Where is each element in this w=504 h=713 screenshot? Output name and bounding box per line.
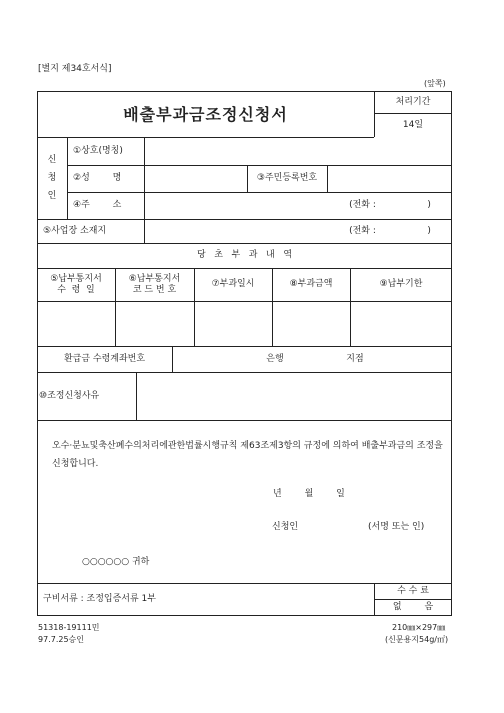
business-name-label: ①상호(명칭) [73,145,123,156]
form-approval-code: 51318-19111민 [38,623,100,632]
levy-amount-header: ⑧부과금액 [289,279,333,289]
form-approval-date: 97.7.25승인 [38,635,84,644]
adjustment-reason-label: ⑩조정신청사유 [39,390,100,401]
levy-date-header: ⑦부과일시 [211,279,255,289]
divider [144,137,145,219]
processing-period-value: 14일 [402,119,424,130]
applicant-signature-label: 신청인 [272,522,299,532]
addressee: ○○○○○○ 귀하 [82,557,150,567]
divider [172,346,173,372]
date-line: 년 월 일 [273,489,345,499]
divider [144,219,145,243]
divider [37,420,452,421]
bank-label: 은행 [266,353,284,364]
name-label: ②성 명 [73,173,122,183]
paper-type: (신문용지54g/㎡) [385,635,449,644]
notice-receipt-date-header: ⑤납부통지서 수 령 일 [50,273,102,295]
payment-deadline-header: ⑨납부기한 [379,279,423,289]
resident-number-label: ③주민등록번호 [256,173,318,183]
processing-period-label: 처리기간 [395,96,431,107]
address-phone-label: (전화 : ) [349,200,431,210]
workplace-location-label: ⑤사업장 소재지 [43,225,107,236]
divider [136,372,137,420]
fee-label: 수 수 료 [397,585,429,596]
form-title: 배출부과금조정신청서 [123,104,288,124]
levy-section-title: 당 초 부 과 내 역 [196,250,293,260]
paper-size: 210㎜×297㎜ [392,623,446,632]
address-label: ④주 소 [73,200,122,210]
divider [327,165,328,192]
applicant-section-label: 신청인 [47,155,57,201]
divider [67,137,68,219]
required-documents: 구비서류 : 조정입증서류 1부 [43,594,156,604]
page-side-label: (앞쪽) [424,79,446,88]
declaration-text: 오수·분뇨및축산폐수의처리에관한법률시행규칙 제63조제3항의 규정에 의하여 배출부과금의 조정을 신청합니다. [52,441,443,469]
form-number: [별지 제34호서식] [38,64,112,74]
signature-or-seal-label: (서명 또는 인) [368,522,425,532]
workplace-phone-label: (전화 : ) [349,225,431,236]
divider [37,301,452,302]
notice-code-header: ⑥납부통지서 코 드 번 호 [128,273,181,295]
refund-account-label: 환급금 수령계좌번호 [63,353,146,364]
fee-value: 없 음 [392,602,434,612]
branch-label: 지점 [346,353,364,364]
